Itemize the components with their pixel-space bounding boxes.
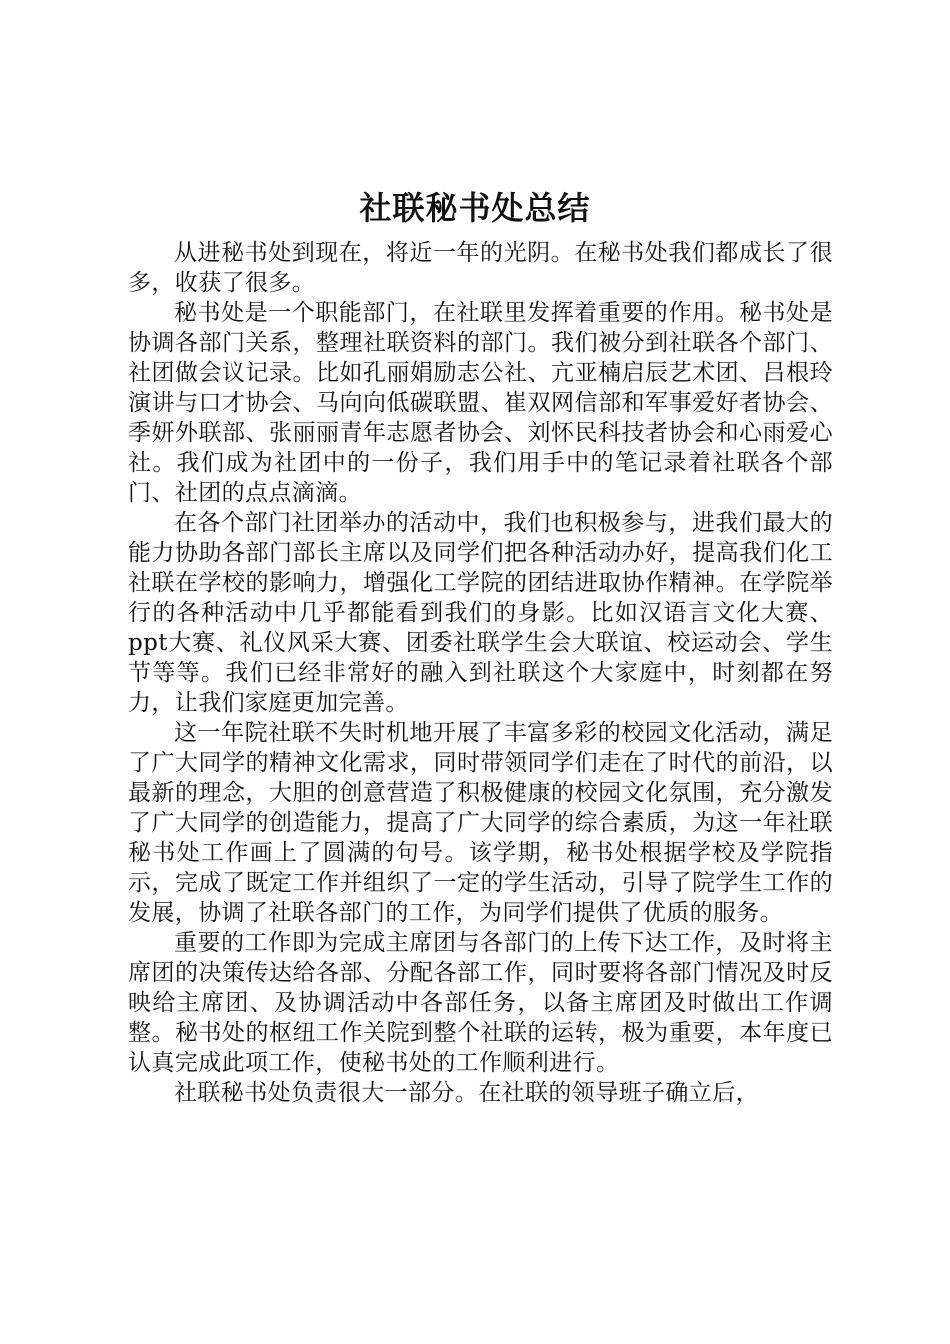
paragraph: 从进秘书处到现在，将近一年的光阴。在秘书处我们都成长了很多，收获了很多。 (128, 240, 833, 296)
paragraph: 秘书处是一个职能部门，在社联里发挥着重要的作用。秘书处是协调各部门关系，整理社联资料的部门。我们被分到社联各个部门、社团做会议记录。比如孔丽娟励志公社、亢亚楠启辰艺术团、吕根玲演讲与口才协会、马向向低碳联盟、崔双网信部和军事爱好者协会、季妍外联部、张丽丽青年志愿者协会、刘怀民科技者协会和心雨爱心社。我们成为社团中的一份子，我们用手中的笔记录着社联各个部门、社团的点点滴滴。 (128, 300, 833, 506)
paragraph: 重要的工作即为完成主席团与各部门的上传下达工作，及时将主席团的决策传达给各部、分配各部工作，同时要将各部门情况及时反映给主席团、及协调活动中各部任务，以备主席团及时做出工作调整。秘书处的枢纽工作关院到整个社联的运转，极为重要，本年度已认真完成此项工作，使秘书处的工作顺利进行。 (128, 930, 833, 1076)
document-body (128, 238, 833, 1108)
paragraph: 这一年院社联不失时机地开展了丰富多彩的校园文化活动，满足了广大同学的精神文化需求，同时带领同学们走在了时代的前沿，以最新的理念，大胆的创意营造了积极健康的校园文化氛围，充分激发了广大同学的创造能力，提高了广大同学的综合素质，为这一年社联秘书处工作画上了圆满的句号。该学期，秘书处根据学校及学院指示，完成了既定工作并组织了一定的学生活动，引导了院学生工作的发展，协调了社联各部门的工作，为同学们提供了优质的服务。 (128, 720, 833, 926)
paragraph: 社联秘书处负责很大一部分。在社联的领导班子确立后， (174, 1080, 759, 1106)
document-title: 社联秘书处总结 (359, 189, 591, 227)
paragraph: 在各个部门社团举办的活动中，我们也积极参与，进我们最大的能力协助各部门部长主席以及同学们把各种活动办好，提高我们化工社联在学校的影响力，增强化工学院的团结进取协作精神。在学院举行的各种活动中几乎都能看到我们的身影。比如汉语言文化大赛、ppt大赛、礼仪风采大赛、团委社联学生会大联谊、校运动会、学生节等等。我们已经非常好的融入到社联这个大家庭中，时刻都在努力，让我们家庭更加完善。 (128, 510, 833, 716)
